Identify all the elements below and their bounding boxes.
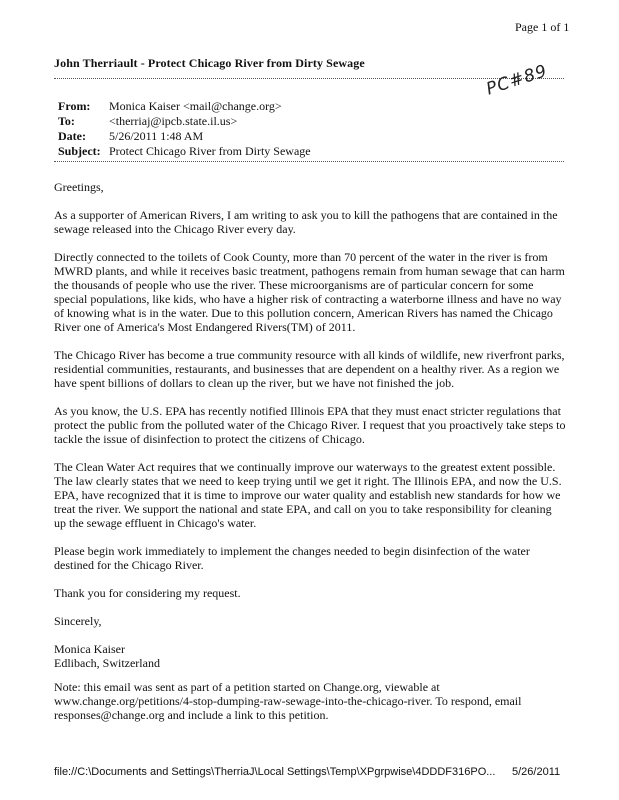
header-label: From: bbox=[58, 99, 91, 113]
header-label: Date: bbox=[58, 129, 86, 143]
email-title: John Therriault - Protect Chicago River from Dirty Sewage bbox=[54, 56, 365, 70]
signature-location: Edlibach, Switzerland bbox=[54, 656, 160, 670]
header-label: To: bbox=[58, 114, 75, 128]
body-paragraph: As you know, the U.S. EPA has recently notified Illinois EPA that they must enact stricter regulations that protect the public from the polluted water of the Chicago River. I request that you proactively take steps to tackle the issue of disinfection to protect the citizens of Chicago. bbox=[54, 404, 566, 446]
header-date bbox=[58, 129, 311, 144]
header-label: Subject: bbox=[58, 144, 101, 158]
header-value: 5/26/2011 1:48 AM bbox=[109, 129, 204, 143]
footer-date: 5/26/2011 bbox=[512, 766, 561, 778]
header-to bbox=[58, 114, 311, 129]
body-paragraph: The Chicago River has become a true community resource with all kinds of wildlife, new riverfront parks, residential communities, restaurants, and businesses that are dependent on a healthy river. As a region we have spent billions of dollars to clean up the river, but we have not finished the job. bbox=[54, 348, 565, 390]
header-value: Monica Kaiser <mail@change.org> bbox=[109, 99, 282, 113]
handwritten-annotation: PC#89 bbox=[483, 61, 551, 100]
page-number: Page 1 of 1 bbox=[515, 20, 570, 34]
body-paragraph: As a supporter of American Rivers, I am writing to ask you to kill the pathogens that are contained in the sewage released into the Chicago River every day. bbox=[54, 208, 558, 236]
petition-note: Note: this email was sent as part of a petition started on Change.org, viewable at www.change.org/petitions/4-stop-dumping-raw-sewage-into-the-chicago-river. To respond, email responses@change.org and include a link to this petition. bbox=[54, 680, 522, 722]
body-paragraph: The Clean Water Act requires that we continually improve our waterways to the greatest extent possible. The law clearly states that we need to keep trying until we get it right. The Illinois EPA, and now the U.S. EPA, have recognized that it is time to improve our water quality and establish new standards for how we treat the river. We support the national and state EPA, and call on you to take responsibility for cleaning up the sewage effluent in Chicago's water. bbox=[54, 460, 562, 530]
email-headers bbox=[58, 99, 311, 159]
header-subject bbox=[58, 144, 311, 159]
greeting: Greetings, bbox=[54, 180, 104, 194]
header-value: <therriaj@ipcb.state.il.us> bbox=[109, 114, 238, 128]
body-paragraph: Directly connected to the toilets of Cook County, more than 70 percent of the water in the river is from MWRD plants, and while it receives basic treatment, pathogens remain from human sewage that can harm the thousands of people who use the river. These microorganisms are of particular concern for some special populations, like kids, who have a higher risk of contracting a waterborne illness and have no way of knowing what is in the water. Due to this pollution concern, American Rivers has named the Chicago River one of America's Most Endangered Rivers(TM) of 2011. bbox=[54, 250, 565, 334]
body-paragraph: Please begin work immediately to implement the changes needed to begin disinfection of the water destined for the Chicago River. bbox=[54, 544, 530, 572]
closing: Sincerely, bbox=[54, 614, 102, 628]
footer-file-path: file://C:\Documents and Settings\TherriaJ\Local Settings\Temp\XPgrpwise\4DDDF316PO... bbox=[54, 766, 496, 778]
body-paragraph: Thank you for considering my request. bbox=[54, 586, 241, 600]
header-from bbox=[58, 99, 311, 114]
header-value: Protect Chicago River from Dirty Sewage bbox=[109, 144, 311, 158]
header-divider bbox=[54, 161, 564, 162]
signature-name: Monica Kaiser bbox=[54, 642, 125, 656]
email-body bbox=[54, 180, 566, 670]
